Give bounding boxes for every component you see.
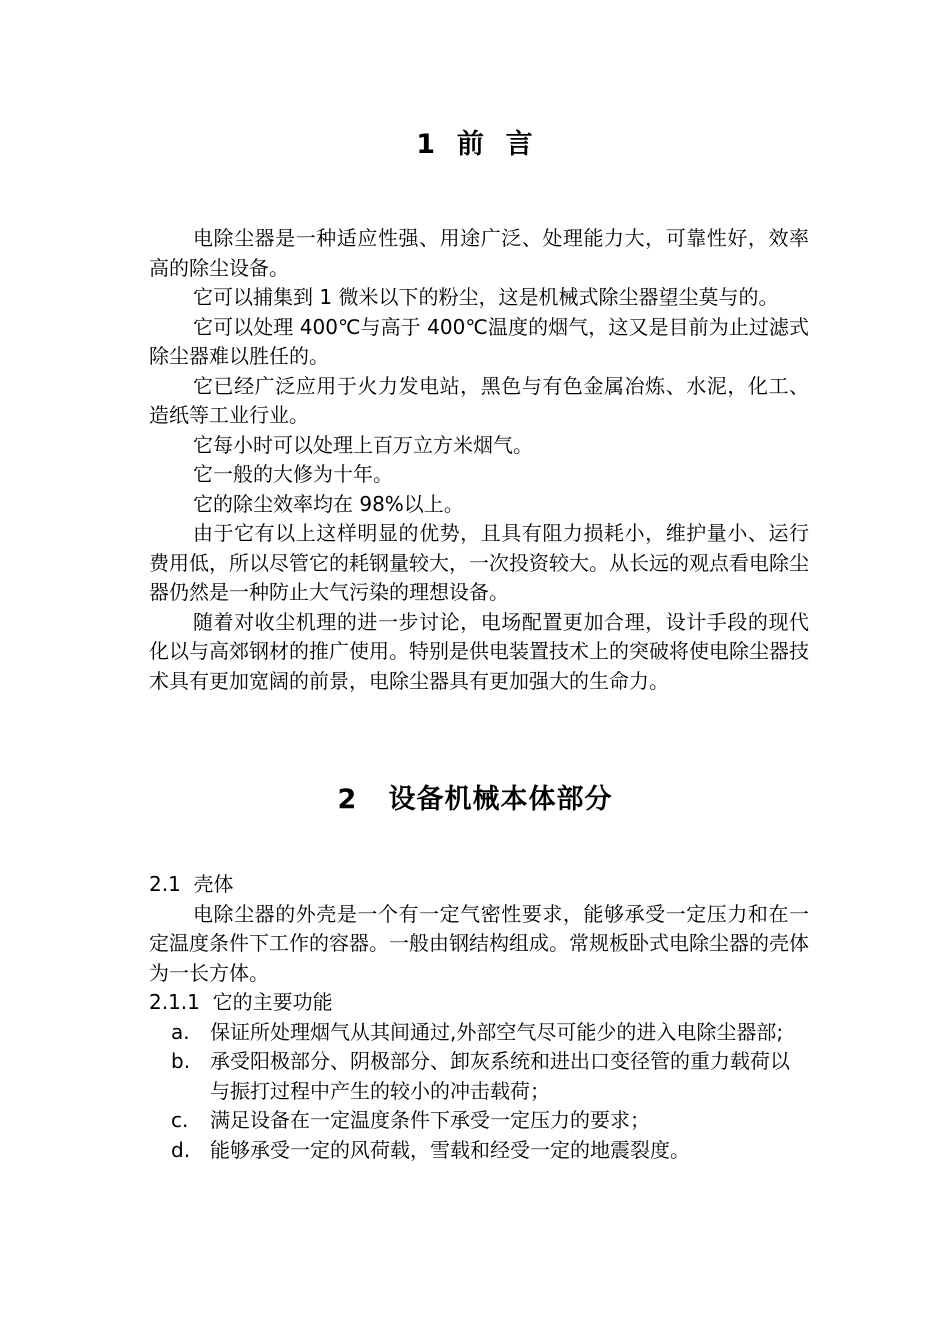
list-item (149, 1018, 809, 1048)
intro-paragraph: 它可以处理 400℃与高于 400℃温度的烟气，这又是目前为止过滤式除尘器难以胜任的。 (149, 314, 809, 368)
intro-paragraph: 随着对收尘机理的进一步讨论，电场配置更加合理，设计手段的现代化以与高郊钢材的推广使用。特别是供电装置技术上的突破将使电除尘器技术具有更加宽阔的前景，电除尘器具有更加强大的生命力。 (149, 609, 809, 693)
list-item (149, 1047, 809, 1106)
list-item-text: 满足设备在一定温度条件下承受一定压力的要求； (210, 1108, 650, 1132)
section-2-1 (149, 870, 809, 1165)
intro-paragraph: 它已经广泛应用于火力发电站，黑色与有色金属冶炼、水泥，化工、造纸等工业行业。 (149, 373, 809, 427)
list-item-text: 承受阳极部分、阴极部分、卸灰系统和进出口变径管的重力载荷以与振打过程中产生的较小的冲击载荷； (210, 1049, 790, 1103)
list-item-text: 保证所处理烟气从其间通过,外部空气尽可能少的进入电除尘器部; (210, 1019, 784, 1044)
chapter-1-heading: 1 前 言 (416, 129, 534, 160)
list-marker: a. (171, 1019, 190, 1044)
list-marker: b. (171, 1049, 191, 1073)
intro-paragraph: 电除尘器是一种适应性强、用途广泛、处理能力大，可靠性好，效率高的除尘设备。 (149, 226, 809, 280)
list-item (149, 1136, 809, 1166)
list-item (149, 1106, 809, 1136)
section-2-1-1-title: 2.1.1 它的主要功能 (149, 990, 333, 1014)
chapter-2-heading: 2 设备机械本体部分 (337, 784, 613, 815)
function-list (149, 1018, 809, 1166)
list-marker: c. (171, 1108, 189, 1132)
intro-paragraph: 它每小时可以处理上百万立方米烟气。 (193, 432, 533, 457)
intro-section (149, 224, 809, 696)
intro-paragraph: 它的除尘效率均在 98%以上。 (193, 491, 464, 516)
list-marker: d. (171, 1137, 191, 1162)
intro-paragraph: 它一般的大修为十年。 (193, 462, 393, 486)
list-item-text: 能够承受一定的风荷载，雪载和经受一定的地震裂度。 (210, 1137, 690, 1162)
section-2-1-title: 2.1 壳体 (149, 872, 234, 896)
section-2-1-paragraph: 电除尘器的外壳是一个有一定气密性要求，能够承受一定压力和在一定温度条件下工作的容器。一般由钢结构组成。常规板卧式电除尘器的壳体为一长方体。 (149, 901, 809, 985)
intro-paragraph: 由于它有以上这样明显的优势，且具有阻力损耗小，维护量小、运行费用低，所以尽管它的耗钢量较大，一次投资较大。从长远的观点看电除尘器仍然是一种防止大气污染的理想设备。 (149, 521, 809, 604)
intro-paragraph: 它可以捕集到 1 微米以下的粉尘，这是机械式除尘器望尘莫与的。 (193, 285, 779, 309)
